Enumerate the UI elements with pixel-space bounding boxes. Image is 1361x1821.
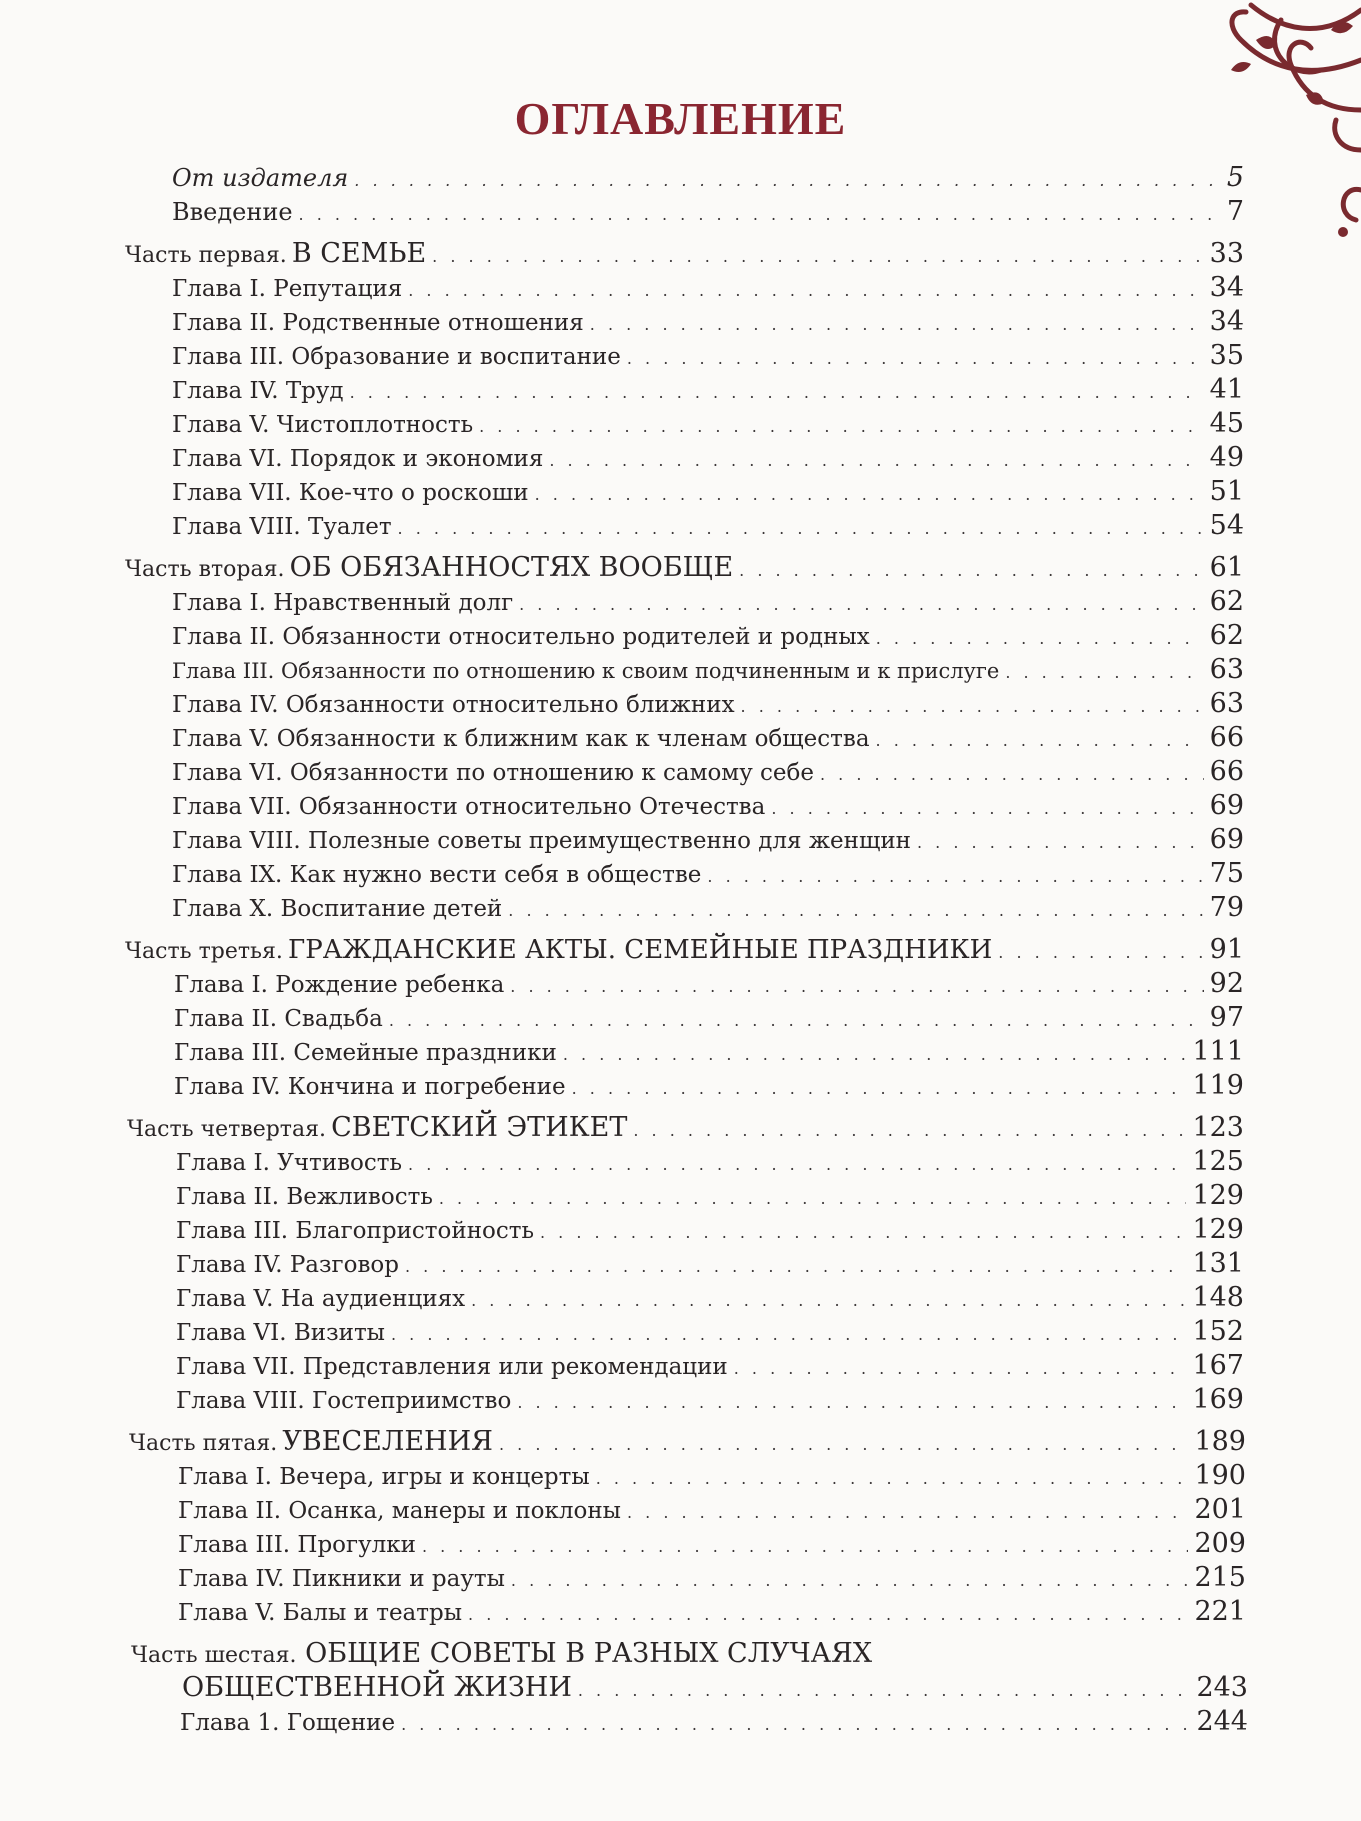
toc-entry-label: Глава I. Учтивость bbox=[176, 1150, 403, 1176]
toc-entry-page: 62 bbox=[1209, 620, 1244, 651]
toc-chapter[interactable] bbox=[172, 756, 1244, 790]
toc-entry-page: 63 bbox=[1209, 654, 1244, 685]
leader-dots bbox=[998, 943, 1203, 962]
toc-entry-label: Глава V. На аудиенциях bbox=[176, 1286, 466, 1312]
toc-entry-label: Глава VI. Обязанности по отношению к самому себе bbox=[172, 760, 814, 786]
toc-entry-label: Глава VII. Обязанности относительно Отечества bbox=[172, 794, 766, 820]
toc-chapter[interactable] bbox=[178, 1562, 1246, 1596]
toc-part-2[interactable] bbox=[125, 552, 1244, 586]
toc-entry-label: Глава III. Благопристойность bbox=[176, 1218, 534, 1244]
leader-dots bbox=[820, 765, 1204, 784]
leader-dots bbox=[389, 1011, 1204, 1030]
part-prefix: Часть первая. bbox=[125, 243, 287, 268]
toc-entry-label: Глава II. Осанка, манеры и поклоны bbox=[178, 1498, 621, 1524]
toc-entry-page: 45 bbox=[1209, 408, 1244, 439]
toc-entry-label: Глава V. Чистоплотность bbox=[172, 412, 474, 438]
leader-dots bbox=[535, 485, 1204, 504]
leader-dots bbox=[917, 833, 1204, 852]
part-prefix: Часть третья. bbox=[125, 939, 283, 964]
leader-dots bbox=[398, 519, 1204, 538]
part-title: ГРАЖДАНСКИЕ АКТЫ. СЕМЕЙНЫЕ ПРАЗДНИКИ bbox=[287, 935, 993, 965]
toc-entry-page: 61 bbox=[1209, 552, 1244, 583]
leader-dots bbox=[741, 697, 1204, 716]
leader-dots bbox=[707, 867, 1203, 886]
toc-chapter[interactable] bbox=[174, 1002, 1244, 1036]
toc-entry-page: 201 bbox=[1194, 1494, 1246, 1525]
toc-entry-page: 66 bbox=[1209, 756, 1244, 787]
leader-dots bbox=[734, 1359, 1187, 1378]
toc-entry-page: 97 bbox=[1209, 1002, 1244, 1033]
part-title: СВЕТСКИЙ ЭТИКЕТ bbox=[331, 1112, 628, 1143]
leader-dots bbox=[405, 1257, 1186, 1276]
toc-entry-page: 209 bbox=[1194, 1528, 1246, 1559]
leader-dots bbox=[590, 315, 1204, 334]
toc-chapter[interactable] bbox=[176, 1146, 1244, 1180]
toc-entry-label: Глава VIII. Туалет bbox=[172, 514, 392, 540]
toc-entry-label: Глава IV. Обязанности относительно ближних bbox=[172, 692, 735, 718]
toc-entry-page: 34 bbox=[1209, 272, 1244, 303]
leader-dots bbox=[876, 629, 1204, 648]
toc-entry-page: 49 bbox=[1209, 442, 1244, 473]
part-title-continued: ОБЩЕСТВЕННОЙ ЖИЗНИ bbox=[182, 1672, 572, 1703]
leader-dots bbox=[739, 561, 1203, 580]
leader-dots bbox=[1005, 663, 1203, 682]
toc-entry-label: Глава I. Нравственный долг bbox=[172, 590, 514, 616]
toc-entry-page: 189 bbox=[1194, 1426, 1246, 1457]
toc-chapter[interactable] bbox=[172, 722, 1244, 756]
toc-entry-label: Глава III. Образование и воспитание bbox=[172, 344, 621, 370]
toc-chapter[interactable] bbox=[178, 1596, 1246, 1630]
toc-entry-page: 7 bbox=[1226, 196, 1244, 227]
toc-entry-publisher[interactable] bbox=[172, 162, 1244, 196]
toc-chapter[interactable] bbox=[176, 1350, 1244, 1384]
toc-entry-page: 63 bbox=[1209, 688, 1244, 719]
leader-dots bbox=[508, 901, 1203, 920]
toc-chapter[interactable] bbox=[176, 1316, 1244, 1350]
leader-dots bbox=[391, 1325, 1186, 1344]
leader-dots bbox=[350, 383, 1204, 402]
toc-entry-page: 131 bbox=[1192, 1248, 1244, 1279]
toc-entry-label: Глава IV. Разговор bbox=[176, 1252, 399, 1278]
toc-chapter[interactable] bbox=[176, 1384, 1244, 1418]
toc-entry-page: 35 bbox=[1209, 340, 1244, 371]
toc-chapter[interactable] bbox=[172, 442, 1244, 476]
toc-entry-label: Глава VII. Кое-что о роскоши bbox=[172, 480, 529, 506]
part-prefix: Часть шестая. bbox=[131, 1643, 297, 1668]
leader-dots bbox=[439, 1189, 1187, 1208]
toc-chapter[interactable] bbox=[174, 1070, 1244, 1104]
toc-entry-label: Глава IV. Труд bbox=[172, 378, 344, 404]
toc-entry-page: 243 bbox=[1196, 1672, 1248, 1703]
toc-entry-page: 5 bbox=[1226, 162, 1244, 193]
leader-dots bbox=[876, 731, 1204, 750]
leader-dots bbox=[627, 349, 1204, 368]
leader-dots bbox=[511, 1571, 1189, 1590]
leader-dots bbox=[468, 1605, 1188, 1624]
part-prefix: Часть четвертая. bbox=[127, 1117, 326, 1142]
toc-entry-introduction[interactable] bbox=[172, 196, 1244, 230]
toc-chapter[interactable] bbox=[172, 824, 1244, 858]
toc-chapter[interactable] bbox=[172, 688, 1244, 722]
toc-entry-label: Глава VI. Порядок и экономия bbox=[172, 446, 544, 472]
part-title: ОБЩИЕ СОВЕТЫ В РАЗНЫХ СЛУЧАЯХ bbox=[305, 1638, 873, 1669]
toc-part-1[interactable] bbox=[125, 238, 1244, 272]
toc-entry-page: 221 bbox=[1194, 1596, 1246, 1627]
toc-chapter[interactable] bbox=[172, 476, 1244, 510]
toc-entry-label: От издателя bbox=[172, 164, 349, 192]
leader-dots bbox=[408, 1155, 1186, 1174]
toc-chapter[interactable] bbox=[172, 586, 1244, 620]
toc-entry-page: 41 bbox=[1209, 374, 1244, 405]
toc-entry-label: Глава I. Репутация bbox=[172, 276, 403, 302]
leader-dots bbox=[471, 1291, 1186, 1310]
toc-chapter[interactable] bbox=[172, 654, 1244, 688]
toc-entry-page: 34 bbox=[1209, 306, 1244, 337]
toc-entry-label: Глава III. Обязанности по отношению к своим подчиненным и к прислуге bbox=[172, 659, 1000, 683]
toc-entry-label: Глава III. Прогулки bbox=[178, 1532, 416, 1558]
toc-chapter[interactable] bbox=[174, 1036, 1244, 1070]
toc-chapter[interactable] bbox=[176, 1214, 1244, 1248]
toc-entry-page: 123 bbox=[1192, 1112, 1244, 1143]
toc-chapter[interactable] bbox=[172, 790, 1244, 824]
page-title: ОГЛАВЛЕНИЕ bbox=[514, 93, 847, 144]
toc-entry-page: 33 bbox=[1209, 238, 1244, 269]
leader-dots bbox=[517, 1393, 1186, 1412]
leader-dots bbox=[633, 1121, 1186, 1140]
leader-dots bbox=[519, 595, 1204, 614]
part-prefix: Часть вторая. bbox=[125, 557, 285, 582]
leader-dots bbox=[596, 1469, 1189, 1488]
toc-chapter[interactable] bbox=[172, 892, 1244, 926]
toc-chapter[interactable] bbox=[176, 1180, 1244, 1214]
toc-chapter[interactable] bbox=[178, 1528, 1246, 1562]
toc-entry-page: 79 bbox=[1209, 892, 1244, 923]
toc-chapter[interactable] bbox=[172, 374, 1244, 408]
toc-entry-page: 125 bbox=[1192, 1146, 1244, 1177]
toc-entry-label: Глава II. Родственные отношения bbox=[172, 310, 584, 336]
toc-entry-page: 129 bbox=[1192, 1214, 1244, 1245]
leader-dots bbox=[479, 417, 1204, 436]
toc-chapter[interactable] bbox=[174, 968, 1244, 1002]
toc-entry-page: 62 bbox=[1209, 586, 1244, 617]
toc-entry-page: 111 bbox=[1192, 1036, 1244, 1067]
toc-entry-page: 152 bbox=[1192, 1316, 1244, 1347]
toc-chapter[interactable] bbox=[172, 510, 1244, 544]
toc-part-6-heading[interactable] bbox=[131, 1638, 872, 1669]
leader-dots bbox=[540, 1223, 1186, 1242]
toc-entry-page: 167 bbox=[1192, 1350, 1244, 1381]
toc-part-5[interactable] bbox=[129, 1426, 1246, 1460]
part-title: ОБ ОБЯЗАННОСТЯХ ВООБЩЕ bbox=[289, 552, 734, 583]
toc-entry-page: 75 bbox=[1209, 858, 1244, 889]
toc-entry-page: 92 bbox=[1209, 968, 1244, 999]
toc-entry-label: Глава V. Обязанности к ближним как к членам общества bbox=[172, 726, 870, 752]
toc-chapter[interactable] bbox=[180, 1706, 1248, 1740]
toc-entry-label: Глава 1. Гощение bbox=[180, 1710, 396, 1736]
toc-chapter[interactable] bbox=[172, 858, 1244, 892]
leader-dots bbox=[401, 1715, 1190, 1734]
toc-entry-label: Введение bbox=[172, 198, 293, 226]
toc-chapter[interactable] bbox=[178, 1494, 1246, 1528]
toc-entry-label: Глава I. Рождение ребенка bbox=[174, 972, 505, 998]
toc-entry-label: Глава V. Балы и театры bbox=[178, 1600, 463, 1626]
leader-dots bbox=[422, 1537, 1189, 1556]
toc-chapter[interactable] bbox=[172, 306, 1244, 340]
toc-entry-page: 51 bbox=[1209, 476, 1244, 507]
toc-chapter[interactable] bbox=[172, 408, 1244, 442]
leader-dots bbox=[572, 1079, 1187, 1098]
toc-entry-label: Глава III. Семейные праздники bbox=[174, 1040, 557, 1066]
toc-entry-page: 69 bbox=[1209, 790, 1244, 821]
toc-entry-label: Глава VII. Представления или рекомендации bbox=[176, 1354, 728, 1380]
leader-dots bbox=[499, 1435, 1188, 1454]
toc-entry-page: 91 bbox=[1209, 934, 1244, 965]
toc-entry-label: Глава VIII. Полезные советы преимущественно для женщин bbox=[172, 828, 911, 854]
toc-part-3[interactable] bbox=[125, 934, 1244, 968]
leader-dots bbox=[563, 1045, 1187, 1064]
toc-entry-label: Глава IX. Как нужно вести себя в обществе bbox=[172, 862, 702, 888]
toc-entry-label: Глава IV. Кончина и погребение bbox=[174, 1074, 566, 1100]
toc-entry-page: 215 bbox=[1194, 1562, 1246, 1593]
toc-entry-page: 69 bbox=[1209, 824, 1244, 855]
toc-entry-label: Глава VI. Визиты bbox=[176, 1320, 385, 1346]
toc-entry-page: 169 bbox=[1192, 1384, 1244, 1415]
toc-entry-page: 119 bbox=[1192, 1070, 1244, 1101]
toc-part-4[interactable] bbox=[127, 1112, 1244, 1146]
leader-dots bbox=[627, 1503, 1188, 1522]
leader-dots bbox=[408, 281, 1203, 300]
toc-entry-page: 244 bbox=[1196, 1706, 1248, 1737]
leader-dots bbox=[299, 205, 1221, 224]
toc-entry-page: 54 bbox=[1209, 510, 1244, 541]
part-title: УВЕСЕЛЕНИЯ bbox=[282, 1426, 493, 1457]
toc-entry-label: Глава VIII. Гостеприимство bbox=[176, 1388, 512, 1414]
toc-entry-label: Глава I. Вечера, игры и концерты bbox=[178, 1464, 590, 1490]
toc-entry-label: Глава II. Вежливость bbox=[176, 1184, 433, 1210]
toc-chapter[interactable] bbox=[176, 1248, 1244, 1282]
toc-entry-page: 66 bbox=[1209, 722, 1244, 753]
part-title: В СЕМЬЕ bbox=[291, 238, 427, 269]
leader-dots bbox=[771, 799, 1203, 818]
toc-entry-page: 148 bbox=[1192, 1282, 1244, 1313]
toc-part-6[interactable] bbox=[182, 1672, 1248, 1706]
toc-entry-page: 190 bbox=[1194, 1460, 1246, 1491]
toc-entry-label: Глава II. Обязанности относительно родителей и родных bbox=[172, 624, 870, 650]
toc-chapter[interactable] bbox=[172, 340, 1244, 374]
toc-entry-label: Глава IV. Пикники и рауты bbox=[178, 1566, 505, 1592]
leader-dots bbox=[510, 977, 1203, 996]
toc-entry-label: Глава X. Воспитание детей bbox=[172, 896, 503, 922]
leader-dots bbox=[549, 451, 1203, 470]
leader-dots bbox=[432, 247, 1203, 266]
toc-chapter[interactable] bbox=[178, 1460, 1246, 1494]
leader-dots bbox=[354, 171, 1221, 190]
toc-entry-label: Глава II. Свадьба bbox=[174, 1006, 383, 1032]
toc-entry-page: 129 bbox=[1192, 1180, 1244, 1211]
part-prefix: Часть пятая. bbox=[129, 1431, 278, 1456]
toc-chapter[interactable] bbox=[176, 1282, 1244, 1316]
toc-chapter[interactable] bbox=[172, 272, 1244, 306]
toc-chapter[interactable] bbox=[172, 620, 1244, 654]
leader-dots bbox=[578, 1681, 1191, 1700]
